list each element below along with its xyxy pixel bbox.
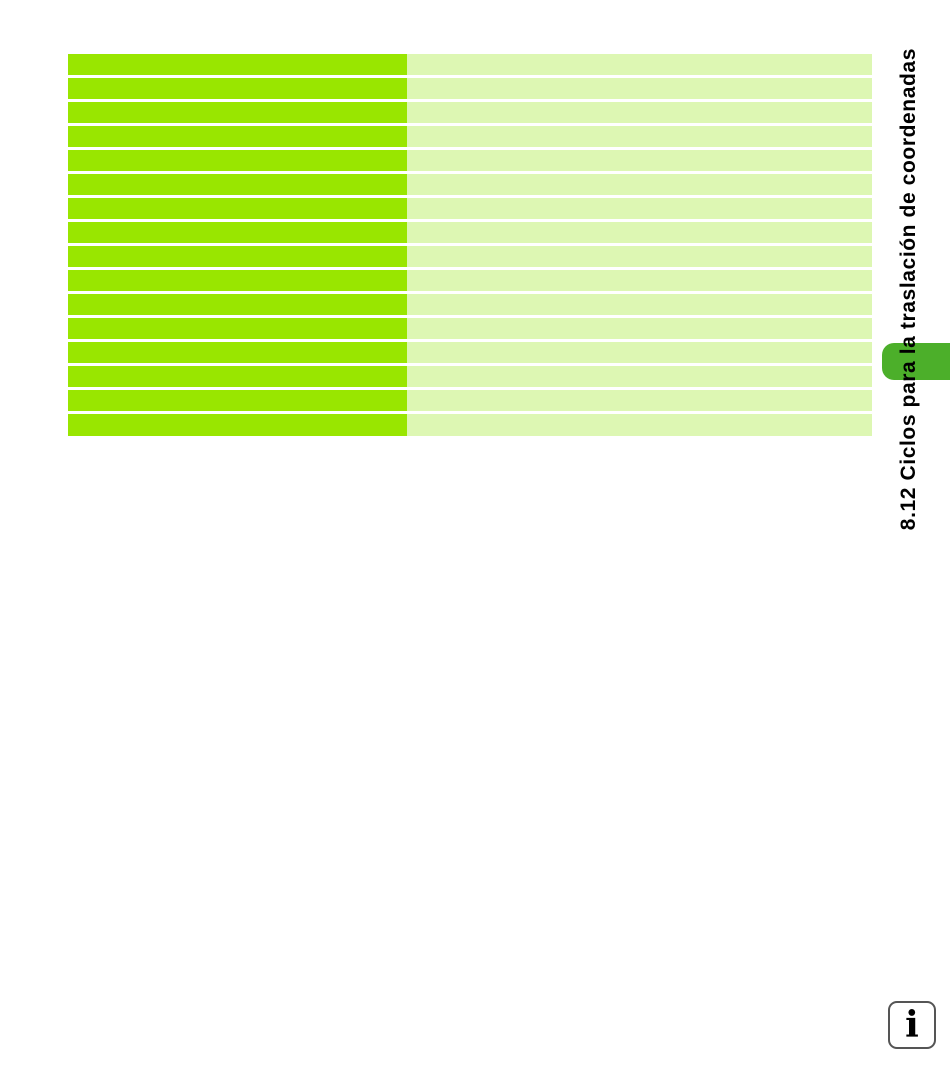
table-cell-left bbox=[68, 246, 407, 267]
table-row bbox=[68, 270, 872, 291]
table-cell-right bbox=[407, 366, 872, 387]
table-cell-left bbox=[68, 126, 407, 147]
table-cell-right bbox=[407, 150, 872, 171]
table-row bbox=[68, 366, 872, 387]
table-cell-left bbox=[68, 366, 407, 387]
cycles-table bbox=[68, 54, 872, 436]
info-button[interactable] bbox=[888, 1001, 936, 1049]
table-row bbox=[68, 222, 872, 243]
section-title-wrapper bbox=[894, 48, 924, 596]
table-cell-left bbox=[68, 270, 407, 291]
table-cell-right bbox=[407, 246, 872, 267]
table-row bbox=[68, 342, 872, 363]
table-cell-right bbox=[407, 390, 872, 411]
table-cell-right bbox=[407, 126, 872, 147]
table-cell-left bbox=[68, 294, 407, 315]
table-cell-right bbox=[407, 54, 872, 75]
table-cell-left bbox=[68, 174, 407, 195]
table-cell-left bbox=[68, 318, 407, 339]
table-cell-left bbox=[68, 414, 407, 436]
table-cell-right bbox=[407, 342, 872, 363]
table-cell-right bbox=[407, 222, 872, 243]
table-row bbox=[68, 198, 872, 219]
table-cell-left bbox=[68, 54, 407, 75]
table-row bbox=[68, 390, 872, 411]
table-row bbox=[68, 54, 872, 75]
table-cell-left bbox=[68, 150, 407, 171]
table-cell-right bbox=[407, 198, 872, 219]
table-cell-left bbox=[68, 198, 407, 219]
table-cell-left bbox=[68, 342, 407, 363]
table-row bbox=[68, 174, 872, 195]
table-cell-right bbox=[407, 294, 872, 315]
info-icon: i bbox=[905, 1004, 919, 1046]
table-cell-right bbox=[407, 174, 872, 195]
table-cell-right bbox=[407, 318, 872, 339]
section-title: 8.12 Ciclos para la traslación de coordenadas bbox=[897, 48, 920, 531]
table-cell-left bbox=[68, 78, 407, 99]
table-cell-right bbox=[407, 270, 872, 291]
table-row bbox=[68, 294, 872, 315]
table-row bbox=[68, 150, 872, 171]
table-cell-right bbox=[407, 78, 872, 99]
table-cell-left bbox=[68, 102, 407, 123]
table-row bbox=[68, 126, 872, 147]
table-row bbox=[68, 414, 872, 436]
table-row bbox=[68, 102, 872, 123]
table-cell-right bbox=[407, 102, 872, 123]
table-cell-left bbox=[68, 390, 407, 411]
table-cell-left bbox=[68, 222, 407, 243]
table-row bbox=[68, 246, 872, 267]
table-row bbox=[68, 78, 872, 99]
table-cell-right bbox=[407, 414, 872, 436]
table-row bbox=[68, 318, 872, 339]
